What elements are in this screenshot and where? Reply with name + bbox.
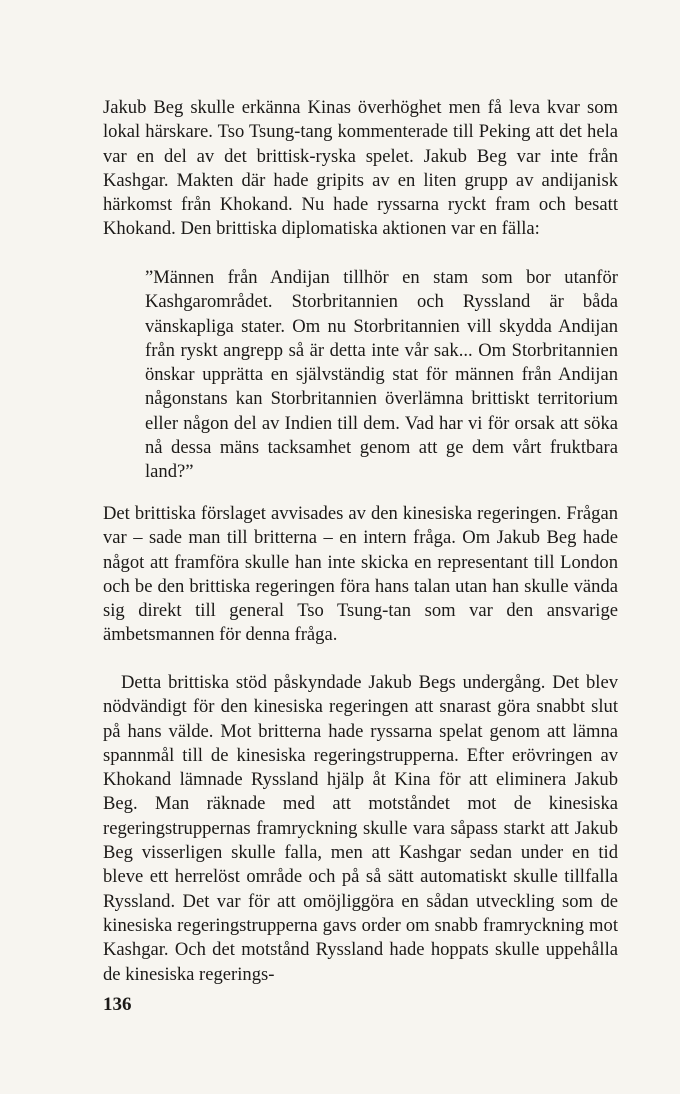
block-quote: ”Männen från Andijan tillhör en stam som bor utanför Kashgarområdet. Storbritannien och Ryssland är båda vänskapliga stater. Om nu Storbritannien vill skydda Andijan från ryskt angrepp så är detta inte vår sak... Om Storbritannien önskar upprätta en självständig stat för männen från Andijan någonstans kan Storbritannien överlämna brittiskt territorium eller någon del av Indien till dem. Vad har vi för orsak att söka nå dessa mäns tacksamhet genom att ge dem vårt fruktbara land?” — [145, 267, 618, 483]
page-number: 136 — [103, 994, 132, 1015]
paragraph-2: Det brittiska förslaget avvisades av den kinesiska regeringen. Frågan var – sade man till britterna – en intern fråga. Om Jakub Beg hade något att framföra skulle han inte skicka en representant till London och be den brittiska regeringen föra hans talan utan han skulle vända sig direkt till general Tso Tsung-tan som var den ansvarige ämbetsmannen för denna fråga. — [103, 503, 618, 646]
paragraph-3: Detta brittiska stöd påskyndade Jakub Begs undergång. Det blev nödvändigt för den kinesiska regeringen att snarast göra snabbt slut på hans välde. Mot britterna hade ryssarna spelat genom att lämna spannmål till de kinesiska regeringstrupperna. Efter erövringen av Khokand lämnade Ryssland hjälp åt Kina för att eliminera Jakub Beg. Man räknade med att motståndet mot de kinesiska regeringstruppernas framryckning skulle vara såpass starkt att Jakub Beg visserligen skulle falla, men att Kashgar sedan under en tid bleve ett herrelöst område och på så sätt automatiskt skulle tillfalla Ryssland. Det var för att omöjliggöra en sådan utveckling som de kinesiska regeringstrupperna gavs order om snabb framryckning mot Kashgar. Och det motstånd Ryssland hade hoppats skulle uppehålla de kinesiska regerings- — [103, 672, 618, 985]
paragraph-1: Jakub Beg skulle erkänna Kinas överhöghet men få leva kvar som lokal härskare. Tso Tsung-tang kommenterade till Peking att det hela var en del av det brittisk-ryska spelet. Jakub Beg var inte från Kashgar. Makten där hade gripits av en liten grupp av andijanisk härkomst från Khokand. Nu hade ryssarna ryckt fram och besatt Khokand. Den brittiska diplomatiska aktionen var en fälla: — [103, 97, 618, 240]
